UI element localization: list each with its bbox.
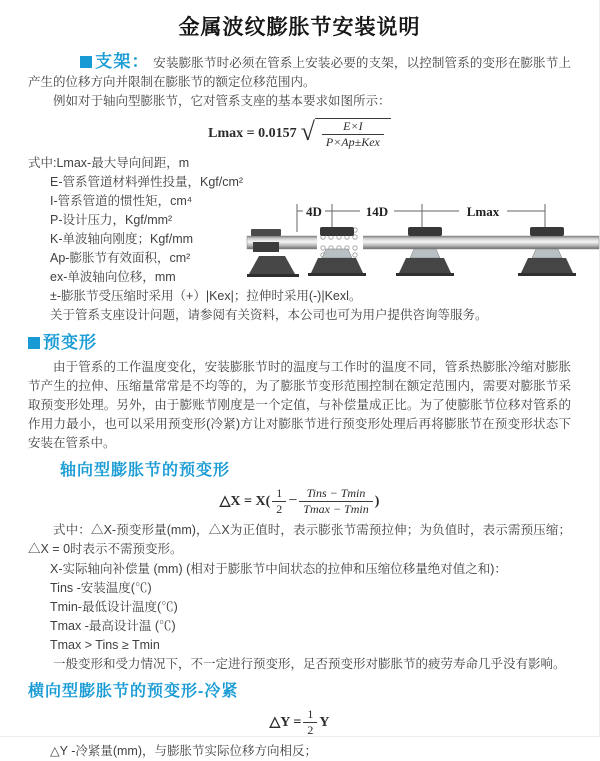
lateral-formula [0,708,599,737]
sqrt-radical [301,118,391,149]
predeform-section-heading [28,333,571,354]
definition-line: P-设计压力，Kgf/mm² [50,213,173,227]
definition-line: ex-单波轴向位移，mm [50,270,176,284]
axial-note: 一般变形和受力情况下，不一定进行预变形，足否预变形对膨胀节的疲劳寿命几乎没有影响。 [53,657,566,671]
half-numerator: 1 [272,487,286,502]
support-paragraph [28,52,571,92]
predeform-heading-label: 预变形 [43,333,97,352]
definition-line: Ap-膨胀节有效面积，cm² [50,251,191,265]
predeform-paragraph: 由于管系的工作温度变化，安装膨胀节时的温度与工作时的温度不同，管系热膨胀冷缩对膨胀节产生的拉伸、压缩量常常是不均等的，为了膨胀节变形范围控制在额定范围内，需要对膨胀节采取预变形处理。另外，由于膨账节刚度是一个定值，与补偿量成正比。为了使膨胀节位移对管系的作用力最小，也可以采用预变形(冷紧)方让对膨胀节进行预变形处理后再将膨胀节在预变形状态下安装在管系中。 [28,360,571,450]
pipe [247,236,599,249]
service-note: 关于管系支座设计问题，请参阅有关资料，本公司也可为用户提供咨询等服务。 [50,308,488,322]
axial-subsection-heading: 轴向型膨胀节的预变形 [60,462,231,479]
definition-line: 式中:Lmax-最大导向间距，m [28,156,190,170]
dimension-label-4d: 4D [306,204,322,219]
lmax-formula-lhs: Lmax = 0.0157 [208,126,297,142]
section-bullet-icon [80,56,92,68]
support-example-line: 例如对于轴向型膨胀节，它对管系支座的基本要求如图所示： [53,94,391,108]
sqrt-sign-glyph: √ [300,117,315,146]
axial-explain-paragraph: 式中：△X-预变形量(mm)，△X为正值时，表示膨张节需预拉伸；为负值时，表示需预压缩；△X = 0时表示不需预变形。 [28,523,571,556]
definition-line: I-管系管道的惯性矩，cm⁴ [50,194,193,208]
definition-line: Tins -安装温度(℃) [50,581,152,595]
lateral-subsection-heading: 横向型膨胀节的预变形-冷紧 [28,683,239,700]
definition-line: X-实际轴向补偿量 (mm) (相对于膨胀节中间状态的拉伸和压缩位移量绝对值之和)： [50,562,507,576]
lateral-formula-denominator: 2 [307,723,314,737]
lmax-formula-denominator: P×Ap±Kex [325,135,380,149]
pipe-support [396,227,454,276]
section-bullet-icon [28,337,40,349]
support-intro-text: 安装膨胀节时必须在管系上安装必要的支架，以控制管系的变形在膨胀节上产生的位移方向并限制在膨胀节的额定位移范围内。 [28,56,571,89]
lmax-formula [0,118,599,149]
half-denominator: 2 [276,502,283,516]
definition-line: Tmin-最低设计温度(℃) [50,600,178,614]
pipe-support-diagram [247,198,599,298]
axial-formula-numerator: Tins − Tmin [299,487,372,502]
axial-formula-lhs: △X = X( [219,494,271,510]
lateral-formula-numerator: 1 [303,708,317,723]
definition-line: E-管系管道材料弹性投量，Kgf/cm² [50,175,244,189]
definition-line: Tmax > Tins ≥ Tmin [50,638,160,652]
axial-formula-rhs: ) [374,494,380,510]
dimension-label-14d: 14D [365,204,389,219]
support-section-heading: 支架： [95,52,150,71]
axial-formula-denominator: Tmax − Tmin [303,502,369,516]
formula-definitions-block [28,154,571,287]
page-title: 金属波纹膨胀节安装说明 [178,16,421,39]
lateral-formula-rhs: Y [319,715,330,731]
axial-formula-operator: − [288,492,298,510]
axial-formula [0,487,599,516]
lateral-formula-lhs: △Y = [269,715,302,731]
pipe-support [518,227,576,276]
definition-line: Tmax -最高设计温 (℃) [50,619,176,633]
dimension-label-lmax: Lmax [466,204,500,219]
plus-minus-note: ±-膨胀节受压缩时采用（+）|Kex|；拉伸时采用(-)|Kexl。 [50,289,362,303]
lmax-formula-numerator: E×I [322,120,384,135]
definition-line: K-单波轴向刚度；Kgf/mm [50,232,194,246]
lateral-note: △Y -冷紧量(mm)，与膨胀节实际位移方向相反； [50,744,318,758]
